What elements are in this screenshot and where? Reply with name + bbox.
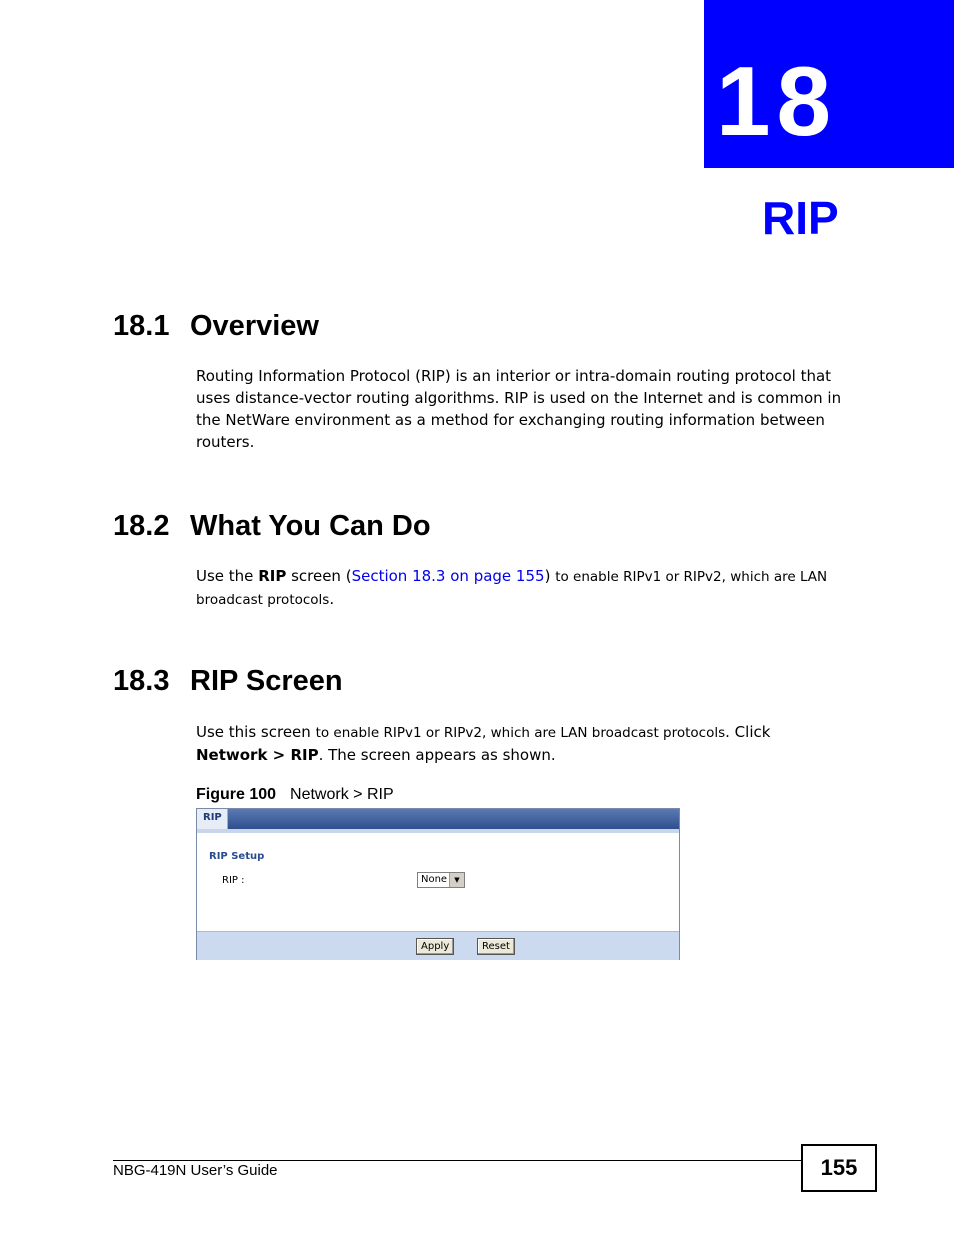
bold-menu-path: Network > RIP — [196, 746, 319, 764]
rip-screenshot — [196, 808, 680, 960]
rip-version-select[interactable] — [417, 872, 465, 888]
page-number: 155 — [801, 1144, 877, 1192]
section-heading-overview — [113, 309, 319, 343]
rip-setup-title: RIP Setup — [209, 851, 265, 862]
header-underline — [197, 829, 679, 833]
section-link[interactable]: Section 18.3 on page 155 — [351, 567, 545, 585]
screenshot-button-bar — [197, 931, 679, 960]
figure-title: Network > RIP — [290, 786, 394, 803]
chapter-title: RIP — [762, 192, 839, 244]
overview-paragraph: Routing Information Protocol (RIP) is an interior or intra-domain routing protocol that uses distance-vector routing algorithms. RIP is used on the Internet and is common in the NetWare environment as a method for exchanging routing information between routers. — [196, 367, 842, 451]
section-heading-what-you-can-do — [113, 509, 431, 543]
section-title: Overview — [190, 310, 319, 342]
apply-button[interactable]: Apply — [416, 938, 454, 955]
what-you-can-do-paragraph: Use the RIP screen (Section 18.3 on page 155) to enable RIPv1 or RIPv2, which are LAN broadcast protocols. — [196, 567, 828, 608]
chapter-number: 18 — [716, 46, 838, 156]
figure-label: Figure 100 — [196, 786, 277, 803]
section-number: 18.1 — [113, 310, 170, 342]
footer-guide-title: NBG-419N User’s Guide — [113, 1162, 278, 1179]
tab-rip[interactable]: RIP — [197, 809, 228, 829]
figure-caption — [196, 785, 394, 805]
section-title: What You Can Do — [190, 510, 431, 542]
bold-rip: RIP — [258, 567, 287, 585]
section-heading-rip-screen — [113, 664, 343, 698]
rip-screen-paragraph: Use this screen to enable RIPv1 or RIPv2, which are LAN broadcast protocols. Click Network > RIP. The screen appears as shown. — [196, 723, 771, 764]
screenshot-header-bar — [197, 809, 679, 829]
rip-label: RIP : — [222, 875, 245, 886]
section-title: RIP Screen — [190, 665, 343, 697]
reset-button[interactable]: Reset — [477, 938, 515, 955]
section-number: 18.3 — [113, 665, 170, 697]
section-number: 18.2 — [113, 510, 170, 542]
chevron-down-icon[interactable]: ▼ — [449, 873, 464, 887]
rip-select-value: None — [421, 874, 448, 885]
